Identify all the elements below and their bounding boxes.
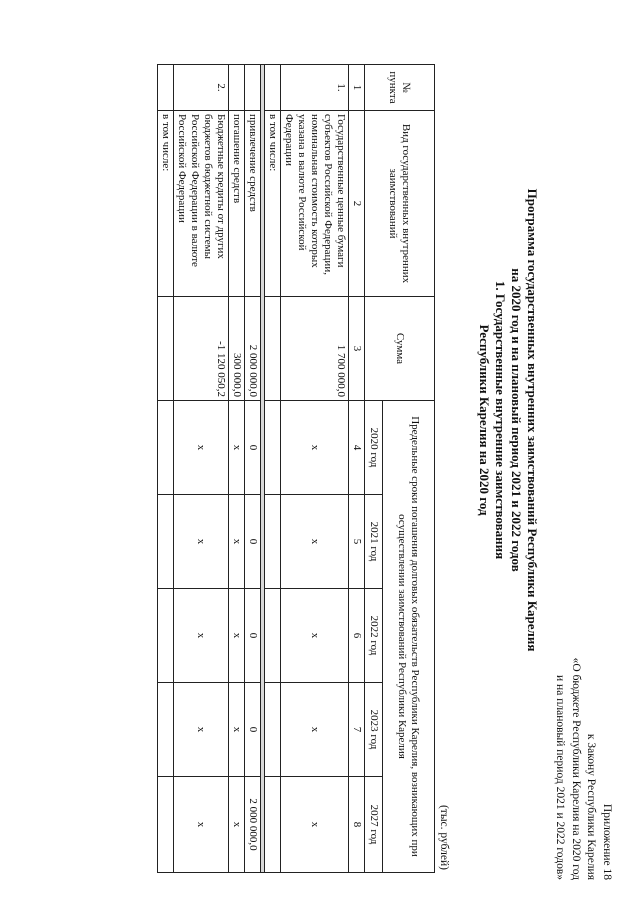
row-2022 [265, 589, 281, 683]
appendix-line: Приложение 18 [601, 803, 613, 880]
appendix-line: и на плановый период 2021 и 2022 годов» [554, 675, 567, 880]
column-number: 3 [349, 297, 365, 401]
column-number: 4 [349, 401, 365, 495]
title-line: Программа государственных внутренних заимствований Республики Карелия [525, 188, 540, 652]
document-title [476, 150, 540, 690]
row-2020: x [229, 401, 245, 495]
row-sum: 300 000,0 [229, 297, 245, 401]
row-2020 [265, 401, 281, 495]
row-kind: привлечение средств [245, 111, 261, 297]
column-number: 2 [349, 111, 365, 297]
row-2021: x [281, 495, 349, 589]
row-2027: x [281, 777, 349, 873]
column-number: 5 [349, 495, 365, 589]
table-row [174, 65, 229, 873]
appendix-line: к Закону Республики Карелия [585, 733, 598, 880]
column-number: 1 [349, 65, 365, 111]
row-2022: x [229, 589, 245, 683]
row-2021: x [229, 495, 245, 589]
row-2020: 0 [245, 401, 261, 495]
row-2023 [158, 683, 174, 777]
header-year-2022: 2022 год [365, 589, 383, 683]
row-sum [158, 297, 174, 401]
row-sum: -1 120 050,2 [174, 297, 229, 401]
column-number: 8 [349, 777, 365, 873]
header-deadlines: Предельные сроки погашения долговых обязательств Республики Карелия, возникающих при осуществлении заимствований Республики Карелия [383, 401, 435, 873]
column-numbers-row [349, 65, 365, 873]
row-2027: x [174, 777, 229, 873]
row-sum: 2 000 000,0 [245, 297, 261, 401]
row-kind: в том числе: [158, 111, 174, 297]
header-year-2021: 2021 год [365, 495, 383, 589]
table-divider [261, 65, 265, 873]
appendix-note [552, 590, 614, 880]
row-number [229, 65, 245, 111]
row-2023: x [174, 683, 229, 777]
header-year-2020: 2020 год [365, 401, 383, 495]
row-number: 1. [281, 65, 349, 111]
row-kind: Бюджетные кредиты от других бюджетов бюджетной системы Российской Федерации в валюте Российской Федерации [174, 111, 229, 297]
row-number [245, 65, 261, 111]
row-2023: x [281, 683, 349, 777]
row-2020: x [281, 401, 349, 495]
row-kind: погашение средств [229, 111, 245, 297]
row-2020 [158, 401, 174, 495]
row-2023: x [229, 683, 245, 777]
table-row [281, 65, 349, 873]
row-2027 [158, 777, 174, 873]
row-2023: 0 [245, 683, 261, 777]
title-line: на 2020 год и на плановый период 2021 и 2022 годов [509, 268, 524, 572]
row-2020: x [174, 401, 229, 495]
table-row [265, 65, 281, 873]
row-2021: 0 [245, 495, 261, 589]
header-num: № пункта [365, 65, 435, 111]
row-kind: Государственные ценные бумаги субъектов Российской Федерации, номинальная стоимость которых указана в валюте Российской Федерации [281, 111, 349, 297]
row-2027 [265, 777, 281, 873]
row-2022: x [281, 589, 349, 683]
row-2021: x [174, 495, 229, 589]
row-2027: 2 000 000,0 [245, 777, 261, 873]
row-sum: 1 700 000,0 [281, 297, 349, 401]
row-number [265, 65, 281, 111]
header-year-2023: 2023 год [365, 683, 383, 777]
row-2027: x [229, 777, 245, 873]
header-sum: Сумма [365, 297, 435, 401]
section-heading: 1. Государственные внутренние заимствования [493, 280, 508, 560]
appendix-line: «О бюджете Республики Карелия на 2020 год [570, 657, 582, 880]
row-2021 [265, 495, 281, 589]
table-row [229, 65, 245, 873]
row-sum [265, 297, 281, 401]
row-2021 [158, 495, 174, 589]
units-label: (тыс. рублей) [438, 804, 450, 870]
header-year-2027: 2027 год [365, 777, 383, 873]
table-row [245, 65, 261, 873]
row-number: 2. [174, 65, 229, 111]
row-2023 [265, 683, 281, 777]
column-number: 6 [349, 589, 365, 683]
row-2022: x [174, 589, 229, 683]
row-2022: 0 [245, 589, 261, 683]
borrowing-program-table [157, 64, 435, 873]
header-kind: Вид государственных внутренних заимствований [365, 111, 435, 297]
row-kind: в том числе: [265, 111, 281, 297]
section-heading: Республики Карелия на 2020 год [477, 324, 492, 516]
table-row [158, 65, 174, 873]
column-number: 7 [349, 683, 365, 777]
row-2022 [158, 589, 174, 683]
row-number [158, 65, 174, 111]
